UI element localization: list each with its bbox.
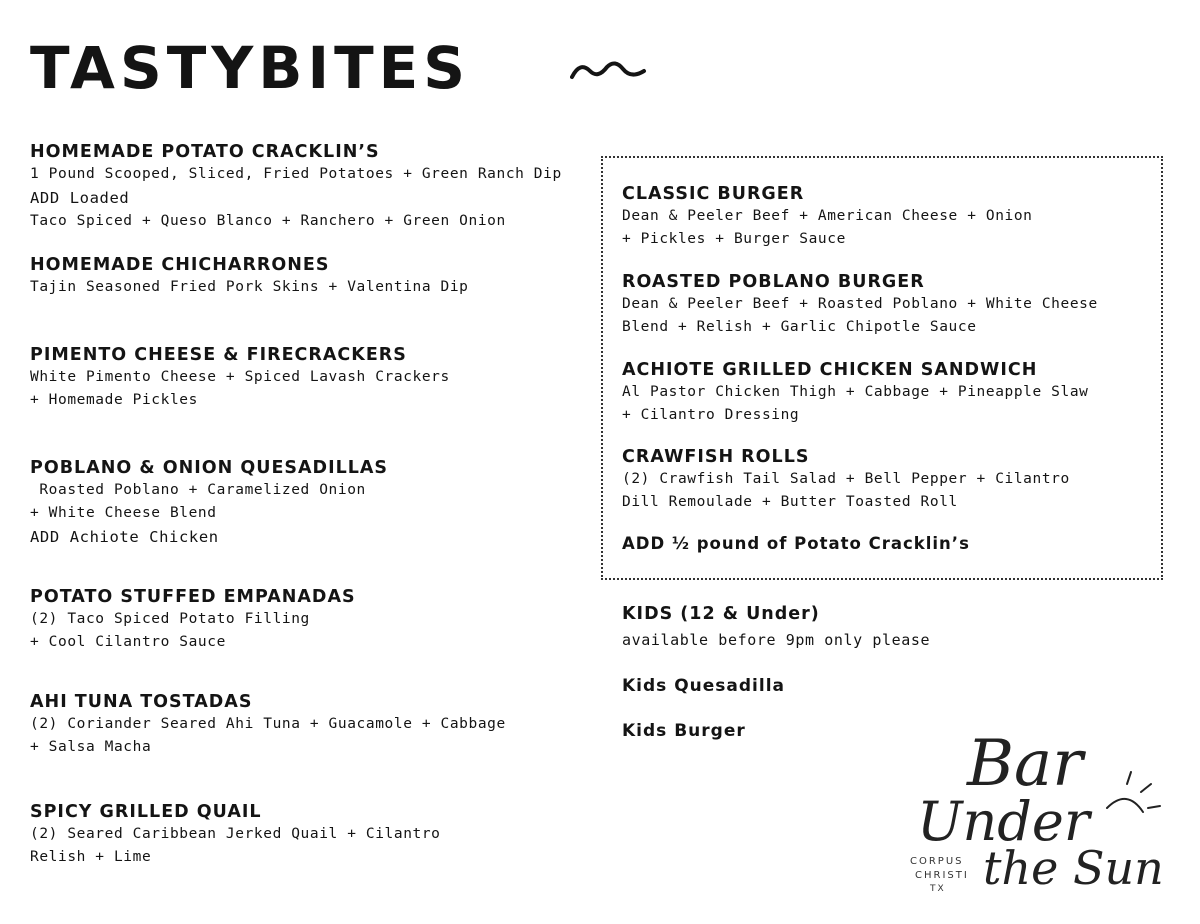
item-description: + Pickles + Burger Sauce [622, 231, 846, 247]
menu-item-tostadas [30, 691, 506, 759]
item-description: Al Pastor Chicken Thigh + Cabbage + Pineapple Slaw [622, 384, 1089, 400]
menu-item-poblano-burger [622, 271, 1098, 339]
logo-location-city: CORPUS [910, 856, 964, 867]
item-description: + Salsa Macha [30, 739, 152, 755]
menu-item-chicken-sandwich [622, 359, 1089, 427]
kids-note: available before 9pm only please [622, 631, 931, 649]
menu-item-pimento-cheese [30, 344, 450, 412]
logo-script-the-sun: the Sun [983, 841, 1164, 895]
item-name: ACHIOTE GRILLED CHICKEN SANDWICH [622, 360, 1038, 380]
item-name: SPICY GRILLED QUAIL [30, 802, 262, 822]
item-name: HOMEMADE POTATO CRACKLIN’S [30, 142, 380, 162]
item-description: Dean & Peeler Beef + American Cheese + Onion [622, 208, 1033, 224]
item-description: + White Cheese Blend [30, 505, 217, 521]
logo-location-state: TX [930, 884, 946, 894]
menu-item-quail [30, 801, 441, 869]
item-description: + Homemade Pickles [30, 392, 198, 408]
logo-script-bar: Bar [967, 727, 1083, 801]
logo-script-under: Under [917, 790, 1090, 853]
item-name: HOMEMADE CHICHARRONES [30, 255, 330, 275]
item-name: CLASSIC BURGER [622, 184, 805, 204]
kids-item-quesadilla: Kids Quesadilla [622, 676, 786, 696]
item-description: (2) Coriander Seared Ahi Tuna + Guacamole + Cabbage [30, 716, 506, 732]
item-description: Relish + Lime [30, 849, 152, 865]
item-description: (2) Crawfish Tail Salad + Bell Pepper + Cilantro [622, 471, 1070, 487]
menu-title: TASTYBITES [30, 34, 471, 102]
item-description: + Cilantro Dressing [622, 407, 800, 423]
item-description: Dean & Peeler Beef + Roasted Poblano + White Cheese [622, 296, 1098, 312]
kids-heading: KIDS (12 & Under) [622, 604, 820, 624]
menu-item-chicharrones [30, 254, 469, 299]
kids-item-burger: Kids Burger [622, 721, 746, 741]
logo-location-city-2: CHRISTI [915, 870, 969, 881]
item-description: Roasted Poblano + Caramelized Onion [30, 482, 366, 498]
item-description: Dill Remoulade + Butter Toasted Roll [622, 494, 958, 510]
bar-under-the-sun-logo [905, 700, 1190, 915]
add-on-cracklins: ADD ½ pound of Potato Cracklin’s [622, 534, 970, 553]
item-name: CRAWFISH ROLLS [622, 447, 810, 467]
item-name: POTATO STUFFED EMPANADAS [30, 587, 356, 607]
item-description: + Cool Cilantro Sauce [30, 634, 226, 650]
menu-item-quesadillas [30, 457, 388, 549]
item-add-on-description: Taco Spiced + Queso Blanco + Ranchero + Green Onion [30, 213, 506, 229]
menu-item-crawfish-rolls [622, 446, 1070, 514]
sun-rays-icon [1107, 772, 1160, 812]
item-description: White Pimento Cheese + Spiced Lavash Crackers [30, 369, 450, 385]
item-description: (2) Seared Caribbean Jerked Quail + Cilantro [30, 826, 441, 842]
menu-item-classic-burger [622, 183, 1033, 251]
wave-icon [570, 57, 648, 85]
item-description: 1 Pound Scooped, Sliced, Fried Potatoes + Green Ranch Dip [30, 166, 562, 182]
item-description: Blend + Relish + Garlic Chipotle Sauce [622, 319, 977, 335]
item-description: (2) Taco Spiced Potato Filling [30, 611, 310, 627]
menu-item-potato-cracklins [30, 141, 562, 233]
item-name: ROASTED POBLANO BURGER [622, 272, 925, 292]
item-add-on: ADD Loaded [30, 189, 130, 207]
item-name: PIMENTO CHEESE & FIRECRACKERS [30, 345, 407, 365]
menu-item-empanadas [30, 586, 356, 654]
item-name: POBLANO & ONION QUESADILLAS [30, 458, 389, 478]
item-description: Tajin Seasoned Fried Pork Skins + Valentina Dip [30, 279, 469, 295]
item-add-on: ADD Achiote Chicken [30, 528, 219, 546]
item-name: AHI TUNA TOSTADAS [30, 692, 253, 712]
